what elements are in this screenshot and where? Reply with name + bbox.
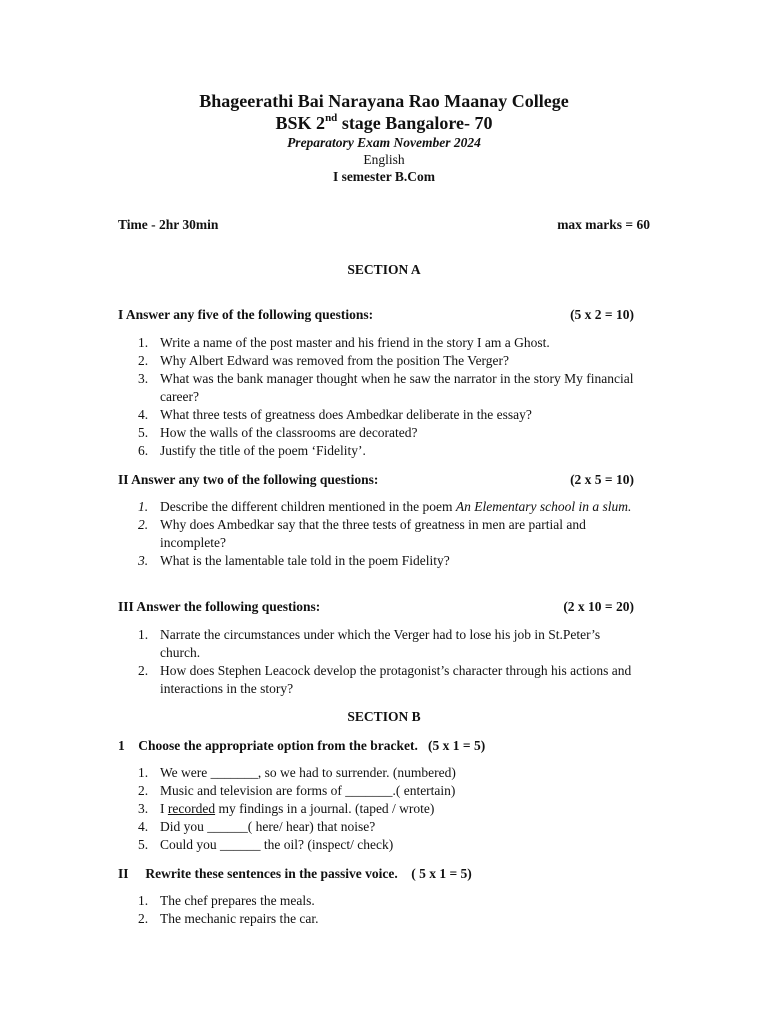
section-a-part3-heading — [118, 598, 634, 616]
question-text: Write a name of the post master and his friend in the story I am a Ghost. — [160, 335, 550, 350]
question-text: Could you ______ the oil? (inspect/ check) — [160, 837, 394, 852]
part-instructions: 1 Choose the appropriate option from the bracket. — [118, 738, 418, 753]
question-number: 3. — [138, 371, 149, 386]
part-marks: (5 x 1 = 5) — [428, 738, 486, 753]
question-number: 2. — [138, 783, 149, 798]
question-number: 3. — [138, 801, 149, 816]
semester-name: I semester B.Com — [332, 169, 436, 184]
question-item — [118, 516, 638, 552]
question-item — [118, 836, 638, 854]
question-item — [118, 334, 638, 352]
question-item — [118, 352, 638, 370]
part-marks: (2 x 5 = 10) — [570, 472, 634, 487]
question-item — [118, 498, 638, 516]
question-text: Music and television are forms of _______.( entertain) — [160, 783, 456, 798]
question-number: 4. — [138, 407, 149, 422]
question-number: 2. — [138, 517, 149, 532]
section-a-part3-questions — [118, 626, 638, 698]
poem-title: An Elementary school in a slum. — [455, 499, 632, 514]
question-item — [118, 370, 638, 406]
underlined-word: recorded — [167, 801, 216, 816]
question-text: What is the lamentable tale told in the poem Fidelity? — [160, 553, 450, 568]
question-text: How the walls of the classrooms are decorated? — [160, 425, 418, 440]
question-text: How does Stephen Leacock develop the protagonist’s character through his actions and interactions in the story? — [160, 663, 632, 696]
exam-title: Preparatory Exam November 2024 — [287, 135, 481, 150]
question-number: 1. — [138, 765, 149, 780]
question-text: Did you ______( here/ hear) that noise? — [160, 819, 376, 834]
question-text: Justify the title of the poem ‘Fidelity’. — [160, 443, 366, 458]
part-marks: ( 5 x 1 = 5) — [411, 866, 472, 881]
question-number: 2. — [138, 663, 149, 678]
section-a-part2-heading — [118, 471, 634, 489]
section-b-part2-heading — [118, 865, 538, 883]
question-number: 1. — [138, 627, 149, 642]
question-item — [118, 406, 638, 424]
question-text: Why does Ambedkar say that the three tests of greatness in men are partial and incomplete? — [160, 517, 586, 550]
section-b-part1-questions — [118, 764, 638, 854]
question-number: 2. — [138, 911, 149, 926]
time-allowed: Time - 2hr 30min — [118, 217, 219, 232]
college-name: Bhageerathi Bai Narayana Rao Maanay College — [199, 91, 569, 111]
question-item — [118, 626, 638, 662]
question-text: What three tests of greatness does Ambedkar deliberate in the essay? — [160, 407, 532, 422]
section-b-part2-questions — [118, 892, 638, 928]
question-text: We were _______, so we had to surrender. (numbered) — [160, 765, 456, 780]
part-instructions: II Rewrite these sentences in the passive voice. — [118, 866, 398, 881]
question-item — [118, 424, 638, 442]
question-text: my findings in a journal. (taped / wrote) — [215, 801, 435, 816]
section-b-part1-heading — [118, 737, 518, 755]
part-marks: (5 x 2 = 10) — [570, 307, 634, 322]
question-number: 4. — [138, 819, 149, 834]
address-prefix: BSK 2 — [275, 113, 326, 133]
question-text: What was the bank manager thought when he saw the narrator in the story My financial career? — [160, 371, 634, 404]
question-item — [118, 442, 638, 460]
address-superscript: nd — [325, 112, 338, 124]
question-number: 6. — [138, 443, 149, 458]
question-text: Why Albert Edward was removed from the position The Verger? — [160, 353, 510, 368]
time-marks-row — [118, 216, 650, 234]
part-instructions: III Answer the following questions: — [118, 599, 321, 614]
section-a-part1-questions — [118, 334, 638, 460]
question-text: The chef prepares the meals. — [160, 893, 315, 908]
section-a-part2-questions — [118, 498, 638, 570]
section-a-title: SECTION A — [347, 262, 421, 277]
part-instructions: II Answer any two of the following questions: — [118, 472, 379, 487]
question-text: Describe the different children mentioned in the poem — [160, 499, 456, 514]
address-suffix: stage Bangalore- 70 — [337, 113, 493, 133]
question-number: 5. — [138, 837, 149, 852]
question-item — [118, 818, 638, 836]
section-b-title: SECTION B — [347, 709, 421, 724]
question-number: 5. — [138, 425, 149, 440]
question-item — [118, 764, 638, 782]
question-text: I — [160, 801, 168, 816]
section-a-part1-heading — [118, 306, 634, 324]
question-item — [118, 552, 638, 570]
question-item — [118, 892, 638, 910]
paper-header — [0, 90, 768, 185]
question-text: The mechanic repairs the car. — [160, 911, 319, 926]
question-item — [118, 782, 638, 800]
question-text: Narrate the circumstances under which the Verger had to lose his job in St.Peter’s church. — [160, 627, 601, 660]
part-marks: (2 x 10 = 20) — [563, 599, 634, 614]
question-item — [118, 800, 638, 818]
question-number: 1. — [138, 499, 149, 514]
question-number: 3. — [138, 553, 149, 568]
part-instructions: I Answer any five of the following questions: — [118, 307, 374, 322]
max-marks: max marks = 60 — [557, 217, 650, 232]
question-number: 2. — [138, 353, 149, 368]
subject-name: English — [363, 152, 405, 167]
question-item — [118, 662, 638, 698]
question-number: 1. — [138, 893, 149, 908]
question-item — [118, 910, 638, 928]
question-number: 1. — [138, 335, 149, 350]
college-address — [0, 112, 768, 134]
